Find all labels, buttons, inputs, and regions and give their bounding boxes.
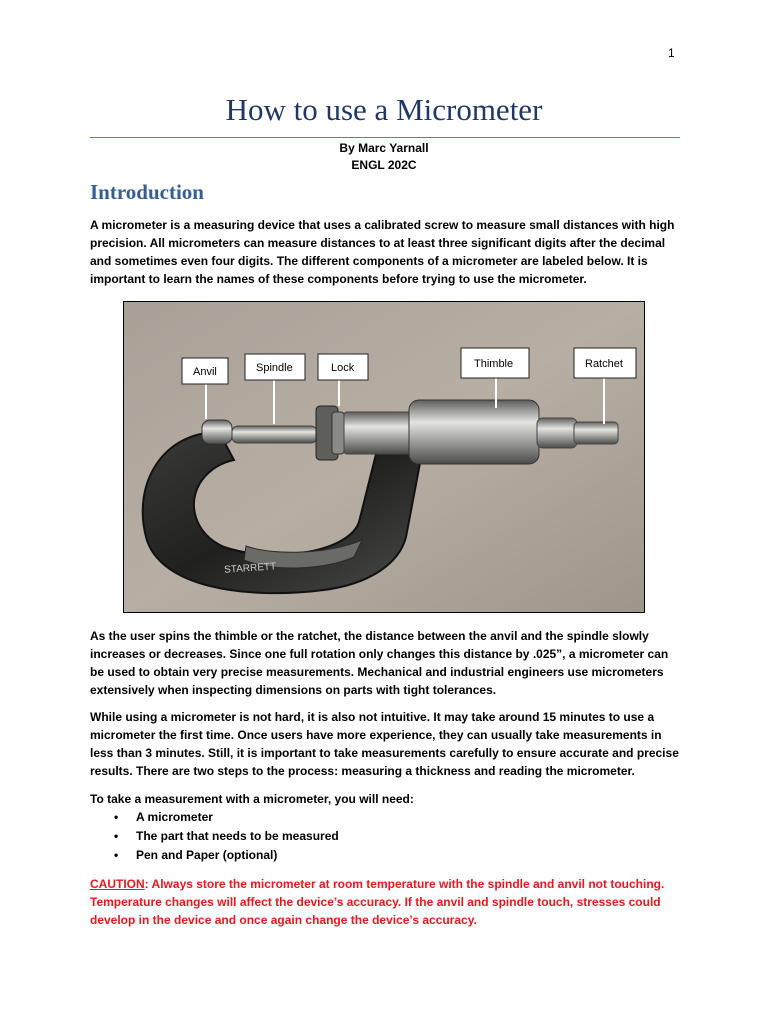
page-title: How to use a Micrometer xyxy=(225,92,543,127)
ratchet-knob xyxy=(574,422,618,444)
anvil-label: Anvil xyxy=(193,366,217,378)
lock-label: Lock xyxy=(331,362,355,374)
caution-note xyxy=(90,875,680,929)
caution-label: CAUTION xyxy=(90,877,145,891)
spindle-part xyxy=(232,426,317,443)
section-heading: Introduction xyxy=(90,180,204,204)
list-item: • A micrometer xyxy=(90,808,650,827)
frame-engraving: STARRETT xyxy=(223,561,277,576)
sleeve-part xyxy=(344,412,414,454)
ratchet-label: Ratchet xyxy=(585,358,623,370)
list-item: • Pen and Paper (optional) xyxy=(90,846,650,865)
anvil-part xyxy=(202,420,232,444)
thimble-part xyxy=(409,400,539,464)
lock-knurl xyxy=(332,412,344,454)
micrometer-photo xyxy=(123,301,645,613)
supplies-list xyxy=(90,808,650,865)
need-paragraph: To take a measurement with a micrometer, you will need: xyxy=(90,792,414,806)
list-item: • The part that needs to be measured xyxy=(90,827,650,846)
spin-paragraph: As the user spins the thimble or the ratchet, the distance between the anvil and the spindle slowly increases or decreases. Since one full rotation only changes this distance by .025”, a micrometer can be used to obtain very precise measurements. Mechanical and industrial engineers use micrometers extensively when inspecting dimensions on parts with tight tolerances. xyxy=(90,629,669,697)
course: ENGL 202C xyxy=(351,158,417,172)
spindle-label: Spindle xyxy=(256,362,293,374)
ratchet-neck xyxy=(537,418,577,448)
thimble-label: Thimble xyxy=(474,358,514,370)
intro-paragraph: A micrometer is a measuring device that uses a calibrated screw to measure small distances with high precision. All micrometers can measure distances to at least three significant digits after the decimal and sometimes even four digits. The different components of a micrometer are labeled below. It is important to learn the names of these components before trying to use the micrometer. xyxy=(90,218,675,286)
caution-text: : Always store the micrometer at room temperature with the spindle and anvil not touching. Temperature changes will affect the device’s accuracy. If the anvil and spindle touch, stresses could develop in the device and once again change the device’s accuracy. xyxy=(90,877,665,927)
page-number: 1 xyxy=(668,46,675,60)
usage-paragraph: While using a micrometer is not hard, it is also not intuitive. It may take around 15 minutes to use a micrometer the first time. Once users have more experience, they can usually take measurements in less than 3 minutes. Still, it is important to take measurements carefully to ensure accurate and precise results. There are two steps to the process: measuring a thickness and reading the micrometer. xyxy=(90,710,679,778)
title-rule xyxy=(90,137,680,138)
byline xyxy=(0,140,768,174)
author: By Marc Yarnall xyxy=(339,141,429,155)
